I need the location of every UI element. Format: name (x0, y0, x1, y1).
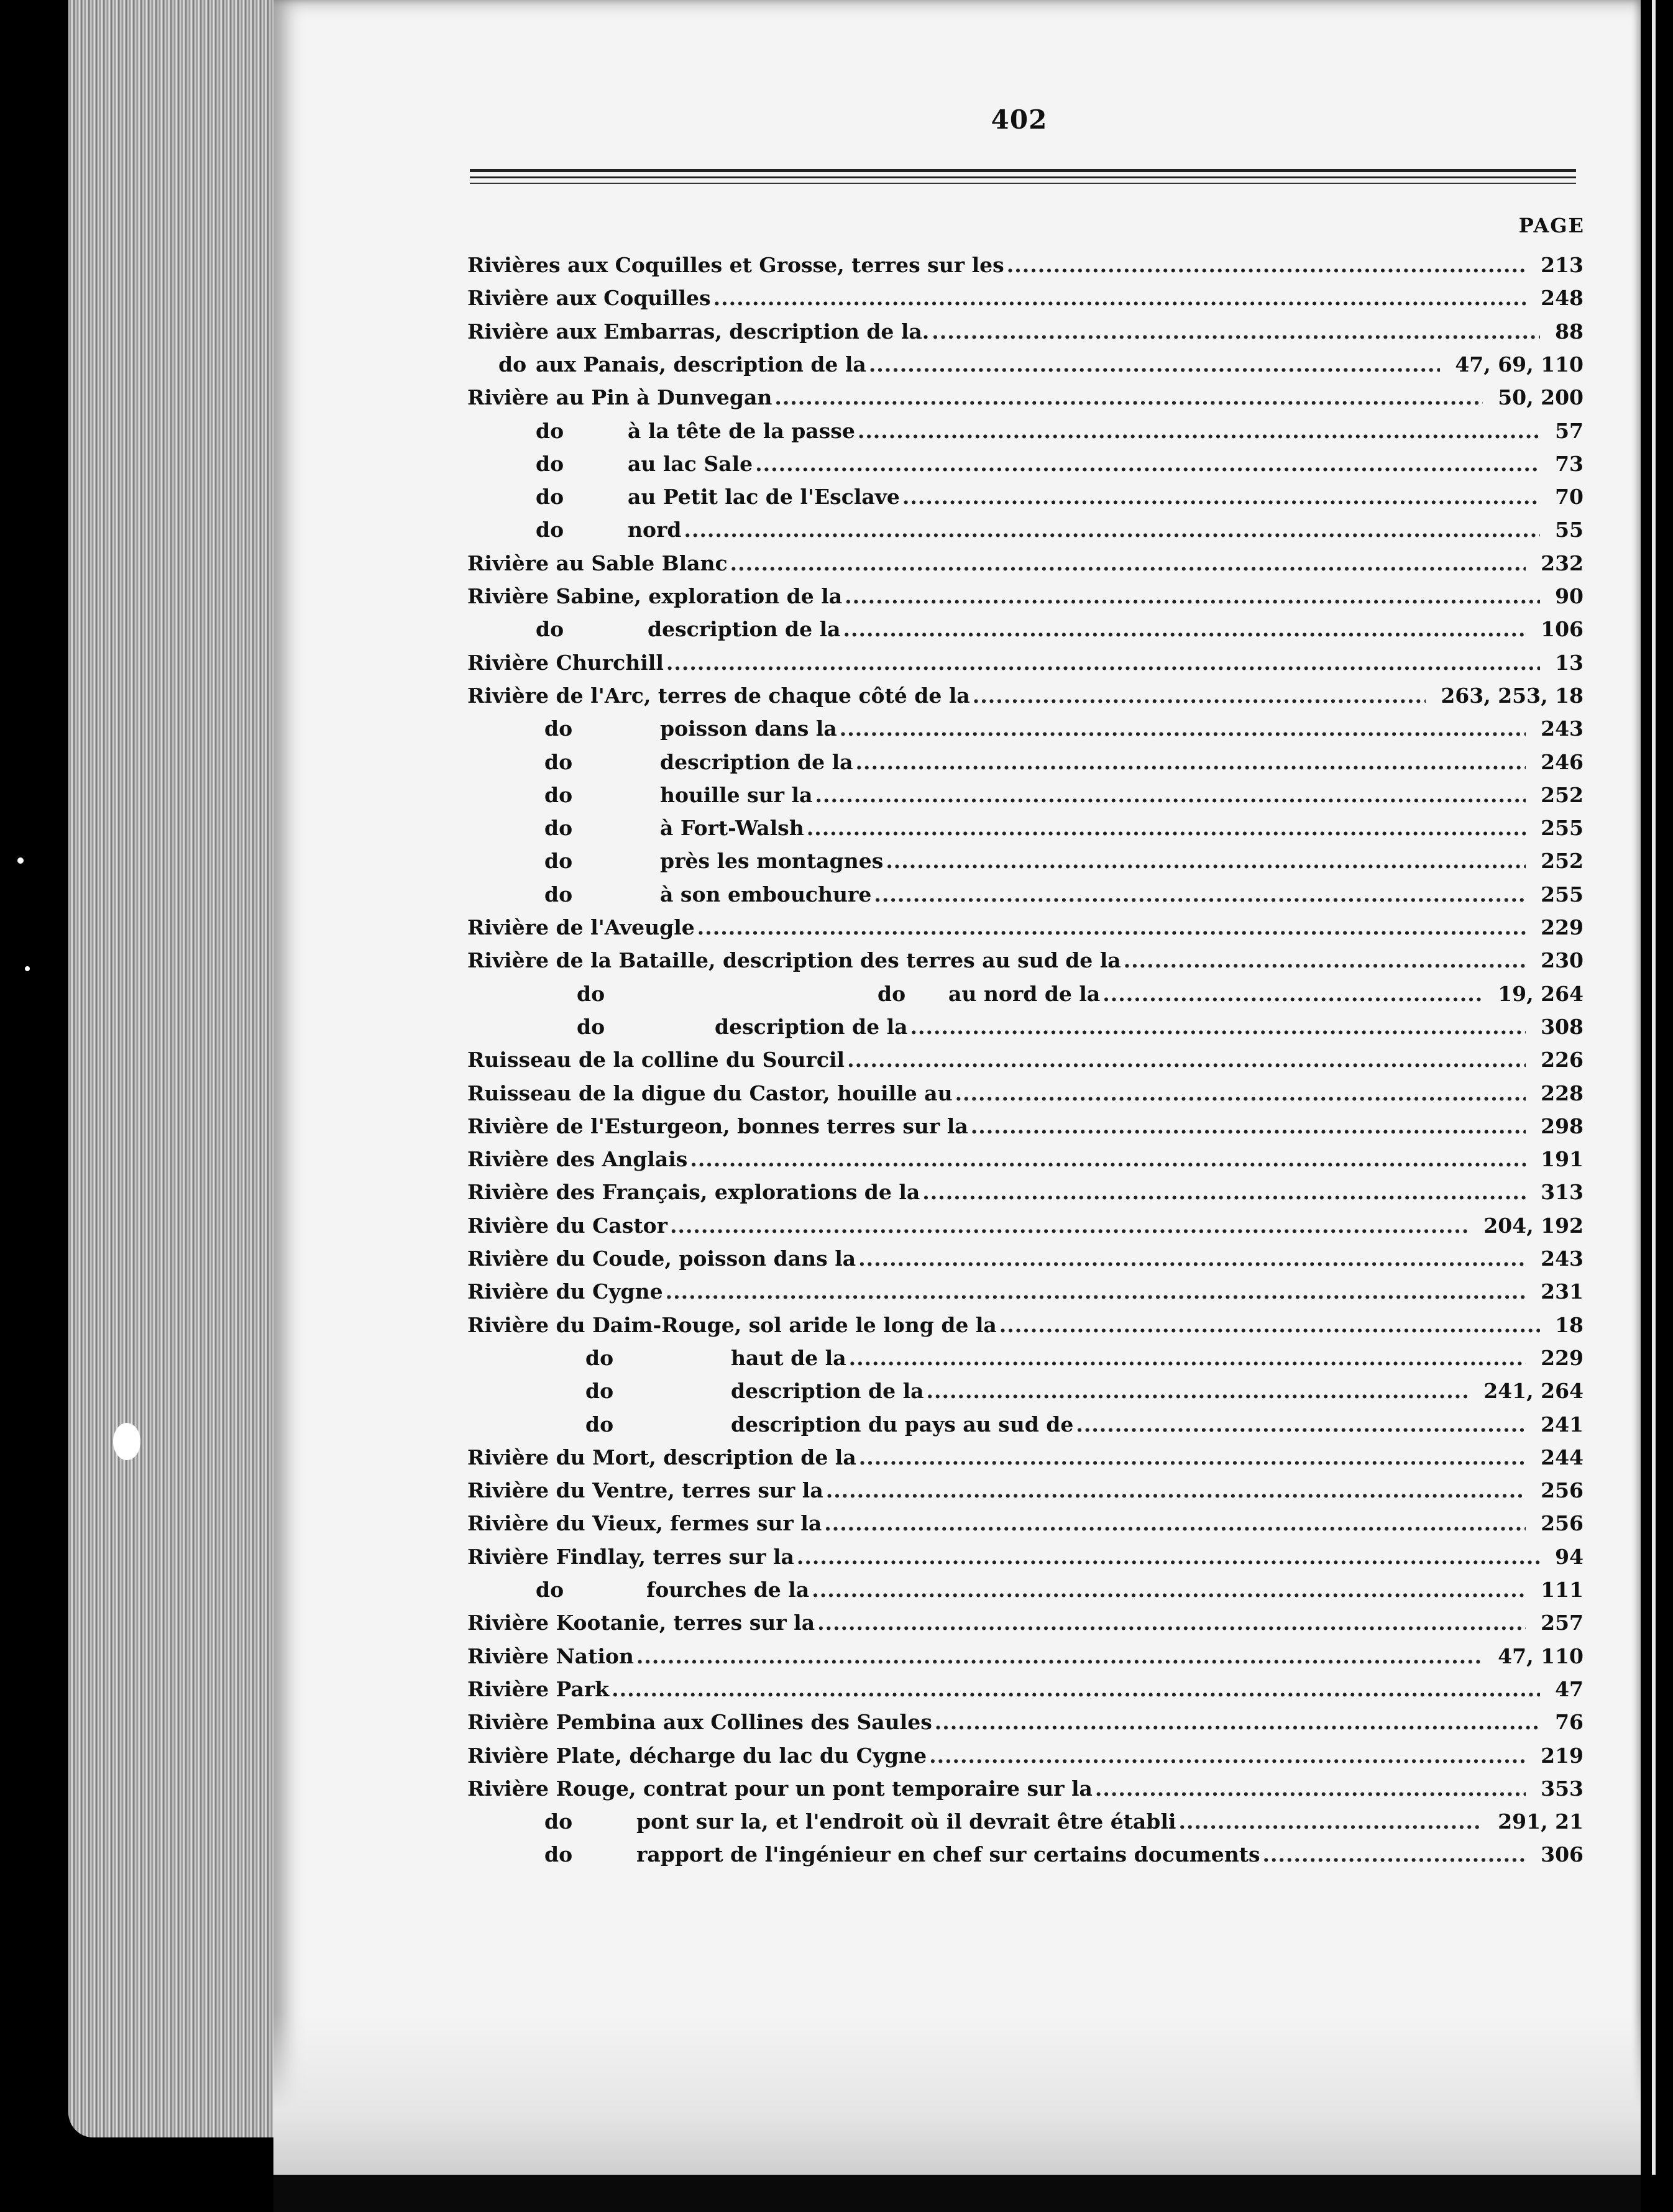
entry-page-numbers: 246 (1541, 750, 1584, 774)
index-entry (467, 811, 1584, 845)
ditto-mark: do (536, 452, 564, 476)
dot-leader (812, 1573, 1526, 1607)
dot-leader (999, 1309, 1540, 1342)
entry-text: Rivière du Coude, poisson dans la (467, 1246, 856, 1271)
index-entry (467, 1540, 1584, 1574)
entry-text: Rivière Plate, décharge du lac du Cygne (467, 1744, 927, 1768)
entry-text: à Fort-Walsh (660, 816, 804, 840)
entry-text: Rivière Findlay, terres sur la (467, 1545, 794, 1569)
dot-leader (845, 580, 1540, 613)
entry-page-numbers: 308 (1541, 1015, 1584, 1039)
dot-leader (797, 1540, 1540, 1574)
dot-leader (856, 746, 1526, 779)
dot-leader (849, 1341, 1526, 1375)
entry-text: Rivière du Castor (467, 1213, 667, 1238)
entry-text: Rivière aux Coquilles (467, 286, 711, 310)
index-entry (467, 878, 1584, 912)
index-entry (467, 679, 1584, 713)
index-entry (467, 1706, 1584, 1739)
entry-page-numbers: 76 (1555, 1710, 1584, 1734)
entry-page-numbers: 255 (1541, 882, 1584, 907)
index-entry (467, 315, 1584, 349)
dot-leader (1095, 1772, 1526, 1806)
entry-page-numbers: 73 (1555, 452, 1584, 476)
entry-page-numbers: 243 (1541, 1246, 1584, 1271)
index-entry (467, 712, 1584, 746)
index-entry (467, 1838, 1584, 1872)
dot-leader (927, 1374, 1469, 1408)
entry-page-numbers: 204, 192 (1483, 1213, 1584, 1238)
dot-leader (670, 1209, 1469, 1243)
entry-page-numbers: 50, 200 (1498, 385, 1584, 409)
dot-leader (612, 1673, 1540, 1706)
entry-page-numbers: 353 (1541, 1776, 1584, 1801)
entry-text: description de la (648, 617, 841, 641)
index-entry (467, 1143, 1584, 1176)
entry-page-numbers: 94 (1555, 1545, 1584, 1569)
dot-leader (859, 1441, 1526, 1474)
entry-page-numbers: 47 (1555, 1677, 1584, 1701)
entry-text: rapport de l'ingénieur en chef sur certains documents (636, 1842, 1260, 1867)
entry-text: Rivière des Français, explorations de la (467, 1180, 920, 1204)
entry-text: aux Panais, description de la (536, 352, 866, 377)
dot-leader (929, 1739, 1526, 1773)
entry-page-numbers: 241, 264 (1483, 1379, 1584, 1403)
index-entry (467, 281, 1584, 315)
index-entry (467, 944, 1584, 977)
entry-text: Rivière du Ventre, terres sur la (467, 1478, 823, 1502)
entry-page-numbers: 256 (1541, 1478, 1584, 1502)
dot-leader (858, 414, 1540, 448)
entry-text: près les montagnes (660, 849, 884, 873)
index-entry (467, 1805, 1584, 1839)
entry-page-numbers: 252 (1541, 849, 1584, 873)
index-entry (467, 1209, 1584, 1243)
entry-text: haut de la (731, 1346, 846, 1370)
entry-text: Rivière Churchill (467, 651, 664, 675)
dot-leader (1007, 249, 1526, 282)
entry-text: Rivière Rouge, contrat pour un pont temporaire sur la (467, 1776, 1093, 1801)
entry-page-numbers: 257 (1541, 1611, 1584, 1635)
dot-leader (858, 1242, 1526, 1276)
index-entry (467, 1110, 1584, 1143)
entry-text: à son embouchure (660, 882, 872, 907)
index-entry (467, 348, 1584, 382)
entry-page-numbers: 232 (1541, 551, 1584, 575)
entry-page-numbers: 229 (1541, 1346, 1584, 1370)
dot-leader (971, 1110, 1526, 1143)
entry-page-numbers: 229 (1541, 915, 1584, 939)
index-entry (467, 547, 1584, 580)
ditto-mark: do (544, 716, 573, 741)
entry-page-numbers: 230 (1541, 948, 1584, 972)
index-entry (467, 1176, 1584, 1209)
dot-leader (840, 712, 1526, 746)
entry-page-numbers: 306 (1541, 1842, 1584, 1867)
dot-leader (755, 447, 1540, 481)
index-entry (467, 1242, 1584, 1276)
entry-text: Rivière Park (467, 1677, 610, 1701)
entry-page-numbers: 57 (1555, 419, 1584, 443)
dot-leader (910, 1010, 1526, 1044)
dot-leader (817, 1606, 1526, 1640)
index-entry (467, 1573, 1584, 1607)
ditto-mark: do (544, 1842, 573, 1867)
entry-text: Rivière au Sable Blanc (467, 551, 728, 575)
ditto-mark: do (544, 816, 573, 840)
entry-text: poisson dans la (660, 716, 837, 741)
ditto-mark: do (577, 982, 605, 1006)
entry-page-numbers: 252 (1541, 783, 1584, 807)
index-entry (467, 1309, 1584, 1342)
dot-leader (935, 1706, 1540, 1739)
entry-text: description de la (660, 750, 853, 774)
index-entry (467, 911, 1584, 944)
index-entry (467, 480, 1584, 514)
entry-page-numbers: 226 (1541, 1048, 1584, 1072)
entry-page-numbers: 263, 253, 18 (1441, 683, 1584, 708)
ditto-mark: do (536, 518, 564, 542)
entry-page-numbers: 111 (1541, 1578, 1584, 1602)
ditto-mark: do (498, 352, 527, 377)
dot-leader (697, 911, 1526, 944)
entry-text: Rivières aux Coquilles et Grosse, terres sur les (467, 253, 1004, 277)
ditto-mark: do (544, 783, 573, 807)
entry-page-numbers: 248 (1541, 286, 1584, 310)
entry-page-numbers: 219 (1541, 1744, 1584, 1768)
index-entry (467, 1673, 1584, 1706)
entry-page-numbers: 256 (1541, 1511, 1584, 1535)
entry-page-numbers: 231 (1541, 1279, 1584, 1304)
page-column-heading: PAGE (1518, 214, 1585, 237)
dot-leader (1076, 1408, 1526, 1442)
dot-leader (690, 1143, 1526, 1176)
entry-page-numbers: 298 (1541, 1114, 1584, 1138)
dot-leader (874, 878, 1526, 912)
index-entry (467, 1408, 1584, 1442)
index-entry (467, 1739, 1584, 1773)
index-entry (467, 1010, 1584, 1044)
dot-leader (636, 1640, 1483, 1673)
entry-text: Rivière Sabine, exploration de la (467, 584, 843, 608)
dot-leader (886, 844, 1526, 878)
ditto-mark: do (544, 1809, 573, 1834)
index-entry (467, 1077, 1584, 1110)
dot-leader (1263, 1838, 1526, 1872)
entry-text: Rivière Kootanie, terres sur la (467, 1611, 815, 1635)
entry-page-numbers: 70 (1555, 485, 1584, 509)
entry-text: Rivière de l'Arc, terres de chaque côté de la (467, 683, 970, 708)
entry-text: Rivière au Pin à Dunvegan (467, 385, 772, 409)
index-entry (467, 414, 1584, 448)
entry-page-numbers: 255 (1541, 816, 1584, 840)
entry-page-numbers: 213 (1541, 253, 1584, 277)
entry-text: à la tête de la passe (628, 419, 855, 443)
index-entry (467, 580, 1584, 613)
index-entry (467, 1374, 1584, 1408)
ditto-mark: do (536, 485, 564, 509)
entry-page-numbers: 18 (1555, 1313, 1584, 1337)
ditto-mark: do (536, 1578, 564, 1602)
dot-leader (922, 1176, 1526, 1209)
entry-text: Rivière aux Embarras, description de la. (467, 319, 930, 344)
index-entry (467, 1441, 1584, 1474)
dot-leader (932, 315, 1540, 349)
ditto-mark: do (544, 849, 573, 873)
dot-leader (955, 1077, 1526, 1110)
ditto-mark: do (536, 617, 564, 641)
entry-text: description du pays au sud de (731, 1412, 1074, 1437)
entry-text: Rivière Pembina aux Collines des Saules (467, 1710, 932, 1734)
index-entry (467, 844, 1584, 878)
entry-text: Ruisseau de la digue du Castor, houille au (467, 1081, 953, 1105)
dot-leader (826, 1474, 1526, 1507)
ditto-mark: do (536, 419, 564, 443)
entry-page-numbers: 88 (1555, 319, 1584, 344)
index-entry (467, 1772, 1584, 1806)
entry-page-numbers: 291, 21 (1498, 1809, 1584, 1834)
entry-page-numbers: 191 (1541, 1147, 1584, 1171)
index-entry (467, 646, 1584, 680)
entry-page-numbers: 313 (1541, 1180, 1584, 1204)
entry-page-numbers: 106 (1541, 617, 1584, 641)
entry-page-numbers: 55 (1555, 518, 1584, 542)
entry-page-numbers: 243 (1541, 716, 1584, 741)
dot-leader (847, 1043, 1526, 1077)
entry-text: description de la (731, 1379, 924, 1403)
entry-page-numbers: 19, 264 (1498, 982, 1584, 1006)
ditto-mark: do (544, 882, 573, 907)
index-entry (467, 447, 1584, 481)
entry-page-numbers: 241 (1541, 1412, 1584, 1437)
dot-leader (774, 381, 1483, 414)
entry-page-numbers: 13 (1555, 651, 1584, 675)
entry-text: Rivière de la Bataille, description des terres au sud de la (467, 948, 1121, 972)
dot-leader (713, 281, 1526, 315)
index-entry (467, 1043, 1584, 1077)
entry-text: Rivière de l'Aveugle (467, 915, 695, 939)
entry-text: Rivière du Cygne (467, 1279, 663, 1304)
ditto-mark: do (585, 1412, 614, 1437)
entry-text: Rivière de l'Esturgeon, bonnes terres sur la (467, 1114, 968, 1138)
entry-text: Ruisseau de la colline du Sourcil (467, 1048, 845, 1072)
dot-leader (815, 779, 1526, 812)
ditto-mark: do (585, 1346, 614, 1370)
index-entry (467, 1474, 1584, 1507)
index-entry (467, 1606, 1584, 1640)
entry-text: Rivière du Mort, description de la (467, 1445, 856, 1469)
entry-page-numbers: 90 (1555, 584, 1584, 608)
dot-leader (902, 480, 1540, 514)
ditto-mark: do (878, 982, 906, 1006)
dot-leader (666, 646, 1540, 680)
entry-page-numbers: 47, 69, 110 (1455, 352, 1584, 377)
dot-leader (869, 348, 1441, 382)
page-number: 402 (991, 104, 1048, 135)
dot-leader (1178, 1805, 1483, 1839)
entry-text: Rivière du Vieux, fermes sur la (467, 1511, 822, 1535)
dot-leader (1124, 944, 1526, 977)
entry-text: Rivière du Daim-Rouge, sol aride le long de la (467, 1313, 997, 1337)
index-entry (467, 613, 1584, 646)
entry-text: pont sur la, et l'endroit où il devrait être établi (636, 1809, 1176, 1834)
index-entry (467, 1507, 1584, 1540)
dot-leader (807, 811, 1526, 845)
entry-page-numbers: 47, 110 (1498, 1644, 1584, 1668)
index-entry (467, 1275, 1584, 1309)
entry-text: houille sur la (660, 783, 813, 807)
entry-text: Rivière des Anglais (467, 1147, 688, 1171)
entry-text: nord (628, 518, 682, 542)
index-entry (467, 977, 1584, 1011)
index-entry (467, 249, 1584, 282)
index-entry (467, 1640, 1584, 1673)
index-entry (467, 746, 1584, 779)
entry-text: fourches de la (646, 1578, 810, 1602)
index-entry (467, 779, 1584, 812)
index-entry (467, 1341, 1584, 1375)
entry-text: Rivière Nation (467, 1644, 634, 1668)
entry-text: au lac Sale (628, 452, 753, 476)
dot-leader (684, 513, 1540, 547)
dot-leader (666, 1275, 1526, 1309)
ditto-mark: do (585, 1379, 614, 1403)
dot-leader (1102, 977, 1483, 1011)
entry-text: description de la (715, 1015, 908, 1039)
entry-text: au nord de la (948, 982, 1101, 1006)
index-entry (467, 381, 1584, 414)
ditto-mark: do (544, 750, 573, 774)
entry-text: au Petit lac de l'Esclave (628, 485, 900, 509)
ditto-mark: do (577, 1015, 605, 1039)
index-entry (467, 513, 1584, 547)
dot-leader (824, 1507, 1526, 1540)
entry-page-numbers: 244 (1541, 1445, 1584, 1469)
dot-leader (730, 547, 1526, 580)
dot-leader (973, 679, 1426, 713)
entry-page-numbers: 228 (1541, 1081, 1584, 1105)
dot-leader (843, 613, 1526, 646)
